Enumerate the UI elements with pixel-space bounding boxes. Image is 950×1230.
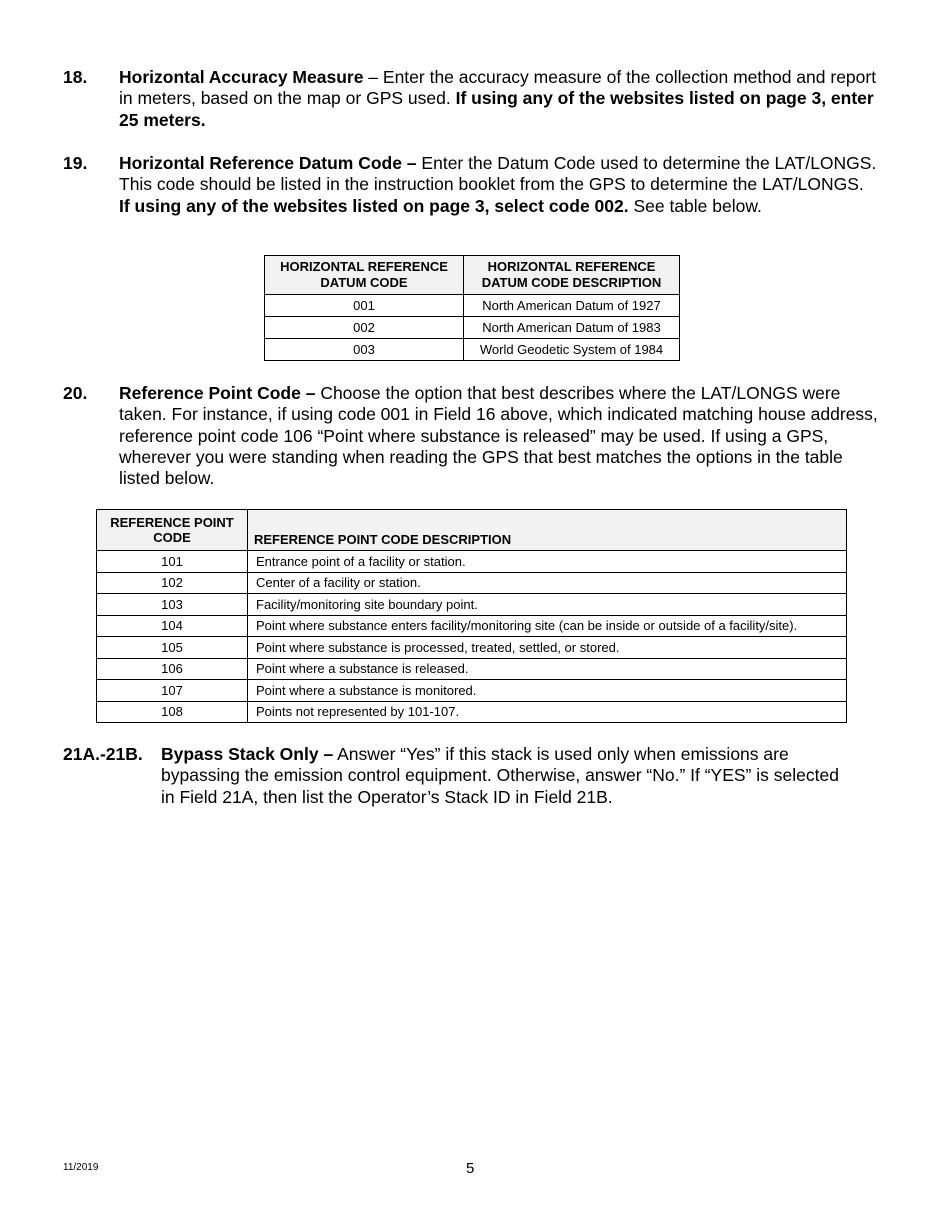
item-20 — [63, 383, 893, 493]
table-header-row — [97, 510, 847, 551]
item-title: Horizontal Accuracy Measure — [119, 67, 364, 87]
ref-code-cell: 104 — [97, 615, 248, 637]
ref-code-cell: 107 — [97, 680, 248, 702]
item-text — [119, 383, 887, 489]
ref-description-cell: Point where a substance is monitored. — [248, 680, 847, 702]
ref-code-cell: 105 — [97, 637, 248, 659]
ref-description-cell: Point where substance is processed, treated, settled, or stored. — [248, 637, 847, 659]
item-number: 20. — [63, 383, 88, 403]
reference-point-table — [96, 509, 847, 723]
ref-description-cell: Entrance point of a facility or station. — [248, 551, 847, 573]
table-row — [97, 658, 847, 680]
item-text — [119, 153, 879, 217]
ref-description-cell: Points not represented by 101-107. — [248, 701, 847, 723]
ref-description-cell: Point where a substance is released. — [248, 658, 847, 680]
item-body-tail: See table below. — [628, 195, 762, 216]
ref-code-cell: 103 — [97, 594, 248, 616]
item-19 — [63, 153, 883, 241]
item-title: Horizontal Reference Datum Code – — [119, 153, 417, 173]
ref-description-cell: Facility/monitoring site boundary point. — [248, 594, 847, 616]
table-header-row — [265, 256, 680, 295]
table-row — [97, 680, 847, 702]
item-body: Enter the Datum Code used to determine the LAT/LONGS. This code should be listed in the instruction booklet from the GPS to determine the LAT/LONGS. — [119, 153, 877, 195]
table-header-cell: REFERENCE POINT CODE DESCRIPTION — [248, 510, 847, 551]
item-text — [119, 67, 889, 131]
table-header-cell: REFERENCE POINT CODE — [97, 510, 248, 551]
item-title: Bypass Stack Only – — [161, 744, 334, 764]
item-text — [161, 744, 841, 808]
table-header-cell: HORIZONTAL REFERENCE DATUM CODE — [265, 256, 464, 295]
table-row — [97, 701, 847, 723]
datum-code-cell: 002 — [265, 317, 464, 339]
table-row — [97, 551, 847, 573]
table-header-cell: HORIZONTAL REFERENCE DATUM CODE DESCRIPTION — [464, 256, 680, 295]
item-21 — [63, 744, 883, 810]
item-number: 19. — [63, 153, 88, 173]
item-18 — [63, 67, 883, 133]
ref-code-cell: 106 — [97, 658, 248, 680]
item-title: Reference Point Code – — [119, 383, 316, 403]
table-row — [265, 295, 680, 317]
table-row — [265, 317, 680, 339]
datum-code-cell: 001 — [265, 295, 464, 317]
ref-code-cell: 102 — [97, 572, 248, 594]
datum-description-cell: North American Datum of 1983 — [464, 317, 680, 339]
ref-description-cell: Center of a facility or station. — [248, 572, 847, 594]
ref-code-cell: 108 — [97, 701, 248, 723]
item-body: – Enter the accuracy measure of the collection method and report in meters, based on the map or GPS used. — [119, 67, 877, 109]
table-row — [97, 615, 847, 637]
item-emphasis: If using any of the websites listed on page 3, select code 002. — [119, 195, 629, 216]
item-body: Choose the option that best describes where the LAT/LONGS were taken. For instance, if using code 001 in Field 16 above, which indicated matching house address, reference point code 106 “Point where substance is released” may be used. If using a GPS, wherever you were standing when reading the GPS that best matches the options in the table listed below. — [119, 383, 878, 489]
datum-description-cell: World Geodetic System of 1984 — [464, 339, 680, 361]
table-row — [97, 594, 847, 616]
page-number: 5 — [466, 1160, 475, 1177]
table-row — [97, 572, 847, 594]
table-row — [265, 339, 680, 361]
ref-description-cell: Point where substance enters facility/monitoring site (can be inside or outside of a facility/site). — [248, 615, 847, 637]
table-row — [97, 637, 847, 659]
datum-description-cell: North American Datum of 1927 — [464, 295, 680, 317]
item-body: Answer “Yes” if this stack is used only when emissions are bypassing the emission control equipment. Otherwise, answer “No.” If “YES” is selected in Field 21A, then list the Operator’s Stack ID in Field 21B. — [161, 744, 839, 807]
item-emphasis: If using any of the websites listed on page 3, enter 25 meters. — [119, 88, 874, 130]
item-number: 18. — [63, 67, 88, 87]
footer-date: 11/2019 — [63, 1162, 99, 1173]
item-number: 21A.-21B. — [63, 744, 143, 764]
datum-code-cell: 003 — [265, 339, 464, 361]
datum-code-table — [264, 255, 680, 361]
ref-code-cell: 101 — [97, 551, 248, 573]
